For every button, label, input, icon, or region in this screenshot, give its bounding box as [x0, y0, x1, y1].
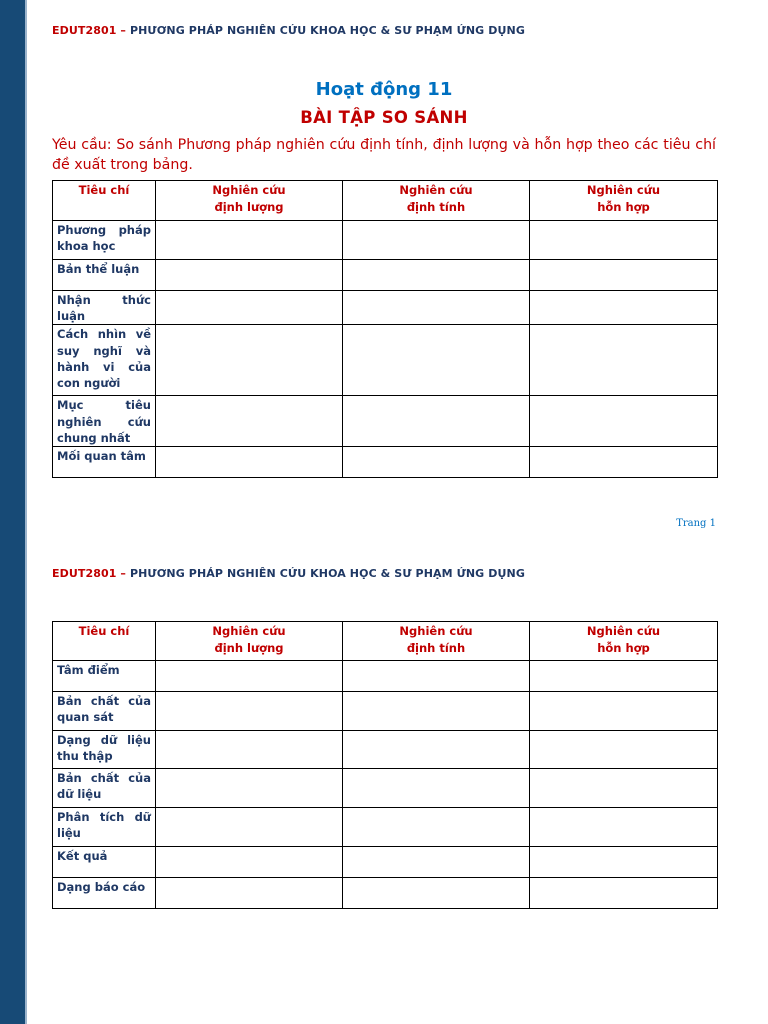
- criteria-cell: Bản chất của quan sát: [53, 692, 156, 731]
- criteria-cell: Tâm điểm: [53, 661, 156, 692]
- answer-cell-quantitative[interactable]: [156, 769, 343, 808]
- page-header: [52, 24, 525, 37]
- answer-cell-mixed[interactable]: [530, 808, 718, 847]
- criteria-cell: Cách nhìn về suy nghĩ và hành vi của con người: [53, 325, 156, 396]
- answer-cell-quantitative[interactable]: [156, 808, 343, 847]
- header-qualitative: Nghiên cứu định tính: [343, 622, 530, 661]
- page-number: Trang 1: [676, 518, 716, 529]
- answer-cell-qualitative[interactable]: [343, 692, 530, 731]
- criteria-cell: Mục tiêu nghiên cứu chung nhất: [53, 396, 156, 447]
- criteria-cell: Mối quan tâm: [53, 447, 156, 478]
- comparison-table-1: [52, 180, 718, 478]
- course-title: PHƯƠNG PHÁP NGHIÊN CỨU KHOA HỌC & SƯ PHẠM ỨNG DỤNG: [129, 24, 525, 37]
- table-row: [53, 878, 718, 909]
- answer-cell-mixed[interactable]: [530, 325, 718, 396]
- answer-cell-mixed[interactable]: [530, 878, 718, 909]
- answer-cell-qualitative[interactable]: [343, 769, 530, 808]
- answer-cell-quantitative[interactable]: [156, 291, 343, 325]
- header-mixed: Nghiên cứu hỗn hợp: [530, 181, 718, 221]
- answer-cell-qualitative[interactable]: [343, 396, 530, 447]
- answer-cell-mixed[interactable]: [530, 447, 718, 478]
- table-row: [53, 221, 718, 260]
- header-quantitative: Nghiên cứu định lượng: [156, 181, 343, 221]
- criteria-cell: Kết quả: [53, 847, 156, 878]
- answer-cell-quantitative[interactable]: [156, 325, 343, 396]
- course-code: EDUT2801: [52, 567, 117, 580]
- comparison-table-2: [52, 621, 718, 909]
- answer-cell-quantitative[interactable]: [156, 221, 343, 260]
- left-border-line: [25, 0, 27, 1024]
- requirement-text: Yêu cầu: So sánh Phương pháp nghiên cứu định tính, định lượng và hỗn hợp theo các tiêu chí đề xuất trong bảng.: [52, 137, 716, 173]
- table-row: [53, 447, 718, 478]
- answer-cell-qualitative[interactable]: [343, 325, 530, 396]
- answer-cell-quantitative[interactable]: [156, 878, 343, 909]
- answer-cell-quantitative[interactable]: [156, 447, 343, 478]
- header-qualitative: Nghiên cứu định tính: [343, 181, 530, 221]
- criteria-cell: Phân tích dữ liệu: [53, 808, 156, 847]
- table-row: [53, 731, 718, 769]
- answer-cell-qualitative[interactable]: [343, 847, 530, 878]
- answer-cell-quantitative[interactable]: [156, 731, 343, 769]
- table-row: [53, 325, 718, 396]
- table-row: [53, 396, 718, 447]
- course-title: PHƯƠNG PHÁP NGHIÊN CỨU KHOA HỌC & SƯ PHẠM ỨNG DỤNG: [129, 567, 525, 580]
- criteria-cell: Dạng báo cáo: [53, 878, 156, 909]
- answer-cell-mixed[interactable]: [530, 847, 718, 878]
- answer-cell-mixed[interactable]: [530, 731, 718, 769]
- criteria-cell: Dạng dữ liệu thu thập: [53, 731, 156, 769]
- activity-title: Hoạt động 11: [315, 79, 453, 100]
- criteria-cell: Bản thể luận: [53, 260, 156, 291]
- answer-cell-mixed[interactable]: [530, 769, 718, 808]
- answer-cell-quantitative[interactable]: [156, 260, 343, 291]
- answer-cell-quantitative[interactable]: [156, 847, 343, 878]
- header-criteria: Tiêu chí: [53, 622, 156, 661]
- answer-cell-mixed[interactable]: [530, 260, 718, 291]
- table-header-row: [53, 622, 718, 661]
- answer-cell-qualitative[interactable]: [343, 260, 530, 291]
- answer-cell-qualitative[interactable]: [343, 447, 530, 478]
- exercise-title: BÀI TẬP SO SÁNH: [300, 108, 468, 127]
- table-header-row: [53, 181, 718, 221]
- answer-cell-mixed[interactable]: [530, 291, 718, 325]
- header-mixed: Nghiên cứu hỗn hợp: [530, 622, 718, 661]
- answer-cell-mixed[interactable]: [530, 661, 718, 692]
- answer-cell-qualitative[interactable]: [343, 808, 530, 847]
- answer-cell-qualitative[interactable]: [343, 878, 530, 909]
- table-row: [53, 808, 718, 847]
- header-criteria: Tiêu chí: [53, 181, 156, 221]
- criteria-cell: Bản chất của dữ liệu: [53, 769, 156, 808]
- table-row: [53, 847, 718, 878]
- left-border-bar: [0, 0, 25, 1024]
- table-row: [53, 260, 718, 291]
- answer-cell-mixed[interactable]: [530, 221, 718, 260]
- header-separator: –: [116, 24, 130, 37]
- table-row: [53, 692, 718, 731]
- answer-cell-qualitative[interactable]: [343, 661, 530, 692]
- course-code: EDUT2801: [52, 24, 117, 37]
- answer-cell-quantitative[interactable]: [156, 396, 343, 447]
- answer-cell-quantitative[interactable]: [156, 692, 343, 731]
- answer-cell-mixed[interactable]: [530, 396, 718, 447]
- criteria-cell: Nhận thức luận: [53, 291, 156, 325]
- header-quantitative: Nghiên cứu định lượng: [156, 622, 343, 661]
- answer-cell-qualitative[interactable]: [343, 221, 530, 260]
- table-row: [53, 291, 718, 325]
- answer-cell-mixed[interactable]: [530, 692, 718, 731]
- answer-cell-qualitative[interactable]: [343, 731, 530, 769]
- page-header: [52, 567, 525, 580]
- table-row: [53, 769, 718, 808]
- answer-cell-qualitative[interactable]: [343, 291, 530, 325]
- header-separator: –: [116, 567, 130, 580]
- table-row: [53, 661, 718, 692]
- answer-cell-quantitative[interactable]: [156, 661, 343, 692]
- criteria-cell: Phương pháp khoa học: [53, 221, 156, 260]
